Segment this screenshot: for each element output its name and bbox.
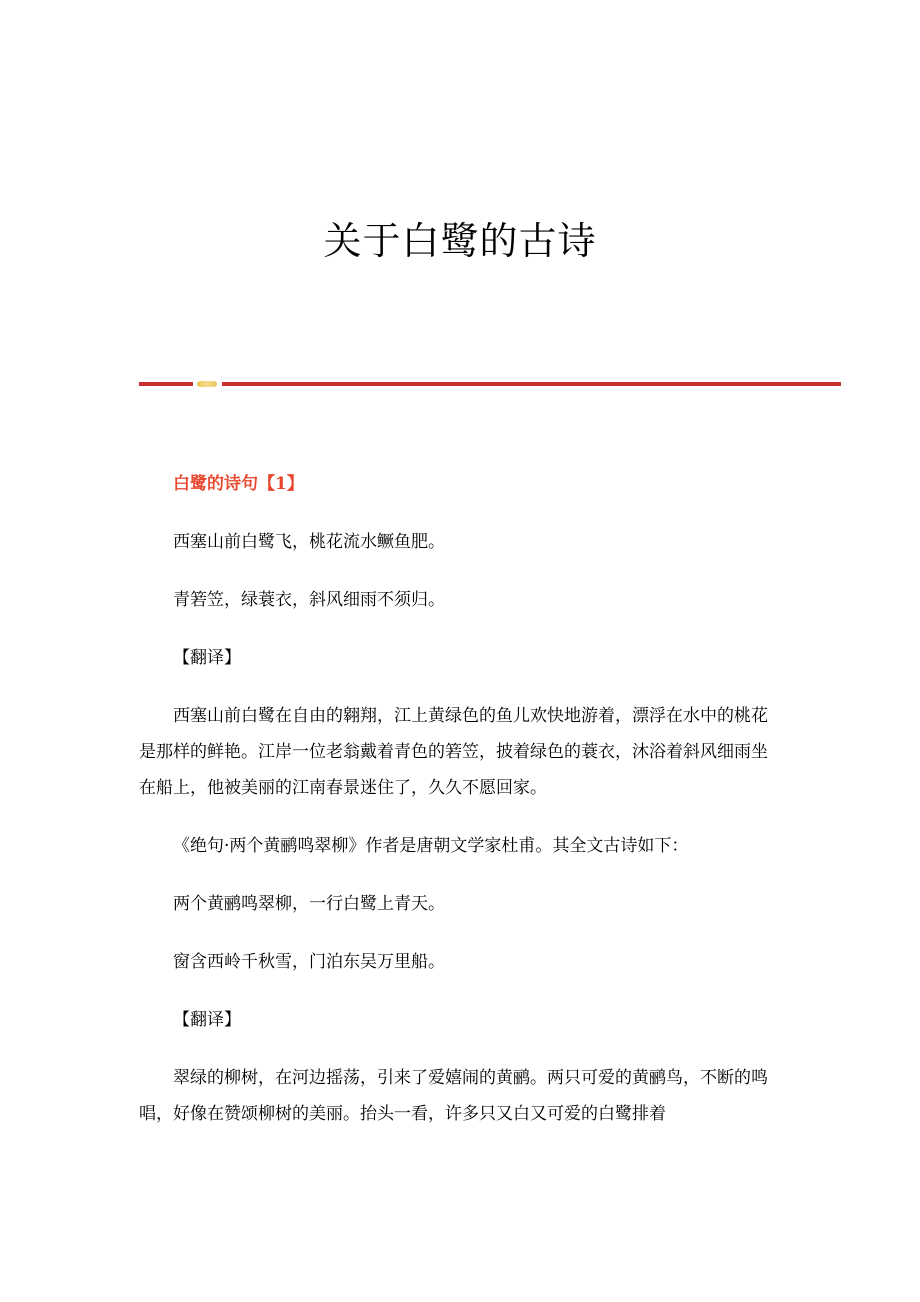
- divider-ornament-icon: [197, 381, 217, 387]
- poem-line: 两个黄鹂鸣翠柳，一行白鹭上青天。: [173, 894, 445, 914]
- page-title: 关于白鹭的古诗: [323, 219, 597, 263]
- intro-paragraph: 《绝句·两个黄鹂鸣翠柳》作者是唐朝文学家杜甫。其全文古诗如下：: [173, 836, 689, 856]
- section-heading: 白鹭的诗句【1】: [173, 474, 304, 494]
- translation-paragraph: 翠绿的柳树，在河边摇荡，引来了爱嬉闹的黄鹂。两只可爱的黄鹂鸟，不断的鸣唱，好像在赞颂柳树的美丽。抬头一看，许多只又白又可爱的白鹭排着: [139, 1068, 768, 1124]
- divider-left-bar: [139, 382, 193, 386]
- poem-line: 青箬笠，绿蓑衣，斜风细雨不须归。: [173, 590, 445, 610]
- translation-label: 【翻译】: [173, 648, 241, 668]
- translation-label: 【翻译】: [173, 1010, 241, 1030]
- poem-line: 西塞山前白鹭飞，桃花流水鳜鱼肥。: [173, 532, 445, 552]
- translation-paragraph: 西塞山前白鹭在自由的翱翔，江上黄绿色的鱼儿欢快地游着，漂浮在水中的桃花是那样的鲜艳。江岸一位老翁戴着青色的箬笠，披着绿色的蓑衣，沐浴着斜风细雨坐在船上，他被美丽的江南春景迷住了，久久不愿回家。: [139, 706, 768, 798]
- poem-line: 窗含西岭千秋雪，门泊东吴万里船。: [173, 952, 445, 972]
- divider-right-bar: [222, 382, 841, 386]
- title-divider: [139, 380, 841, 388]
- article-body: [139, 466, 769, 1154]
